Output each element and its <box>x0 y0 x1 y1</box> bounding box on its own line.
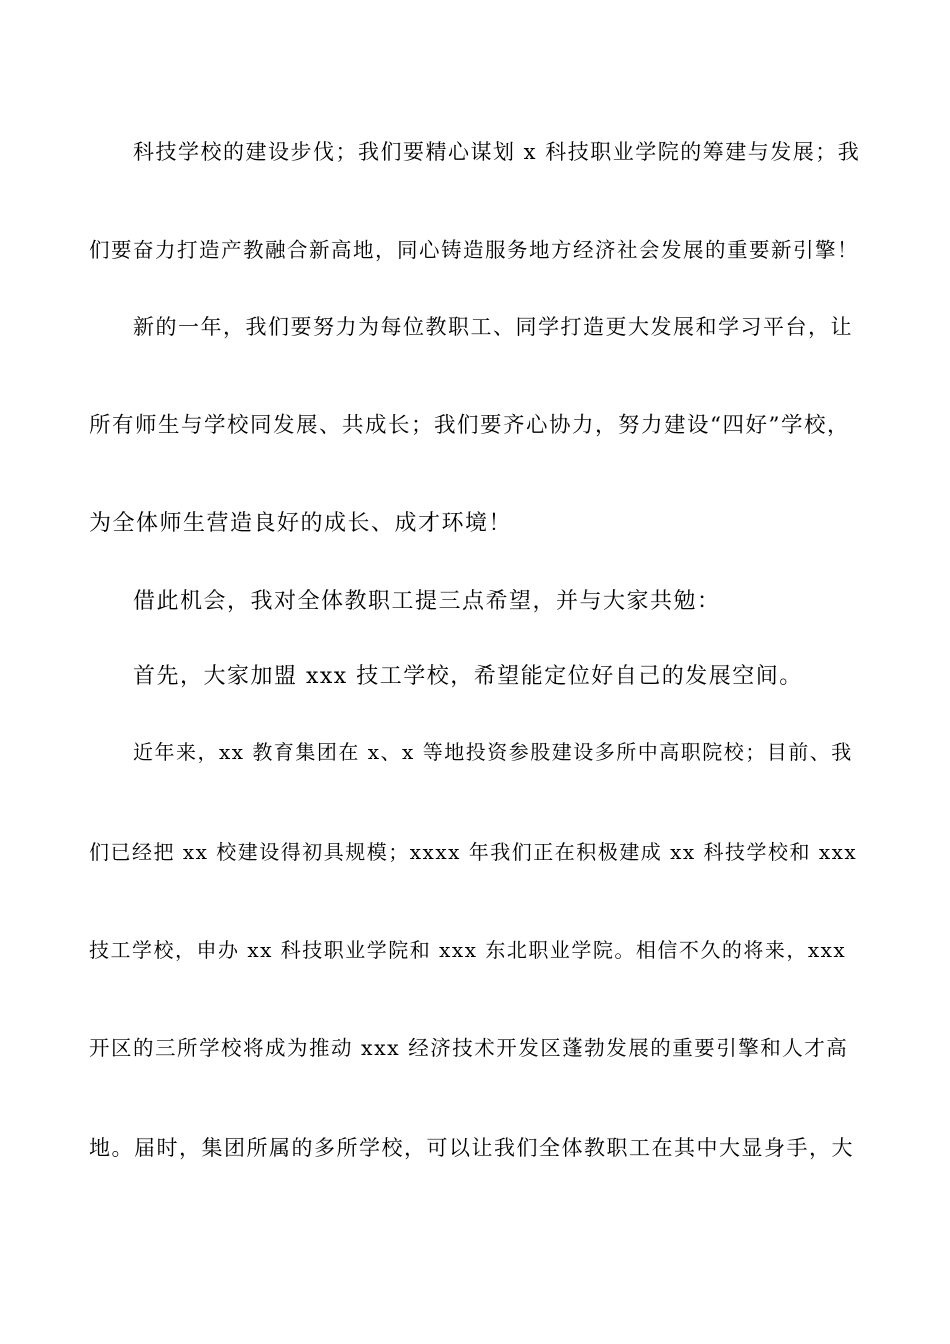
text-line: 地。届时，集团所属的多所学校，可以让我们全体教职工在其中大显身手，大 <box>89 1136 854 1160</box>
text-line: 首先，大家加盟 xxx 技工学校，希望能定位好自己的发展空间。 <box>133 664 803 689</box>
text-line: 开区的三所学校将成为推动 xxx 经济技术开发区蓬勃发展的重要引擎和人才高 <box>89 1036 849 1060</box>
text-line: 科技学校的建设步伐；我们要精心谋划 x 科技职业学院的筹建与发展；我 <box>133 140 861 164</box>
text-line: 们要奋力打造产教融合新高地，同心铸造服务地方经济社会发展的重要新引擎！ <box>89 238 859 262</box>
text-line: 借此机会，我对全体教职工提三点希望，并与大家共勉： <box>133 589 721 614</box>
text-line: 为全体师生营造良好的成长、成才环境！ <box>89 511 513 536</box>
text-line: 近年来，xx 教育集团在 x、x 等地投资参股建设多所中高职院校；目前、我 <box>133 740 853 764</box>
text-line: 们已经把 xx 校建设得初具规模；xxxx 年我们正在积极建成 xx 科技学校和 xxx <box>89 840 858 864</box>
text-line: 所有师生与学校同发展、共成长；我们要齐心协力，努力建设“四好”学校， <box>89 413 850 438</box>
text-line: 技工学校，申办 xx 科技职业学院和 xxx 东北职业学院。相信不久的将来，xxx <box>89 938 847 962</box>
text-line: 新的一年，我们要努力为每位教职工、同学打造更大发展和学习平台，让 <box>133 315 853 339</box>
